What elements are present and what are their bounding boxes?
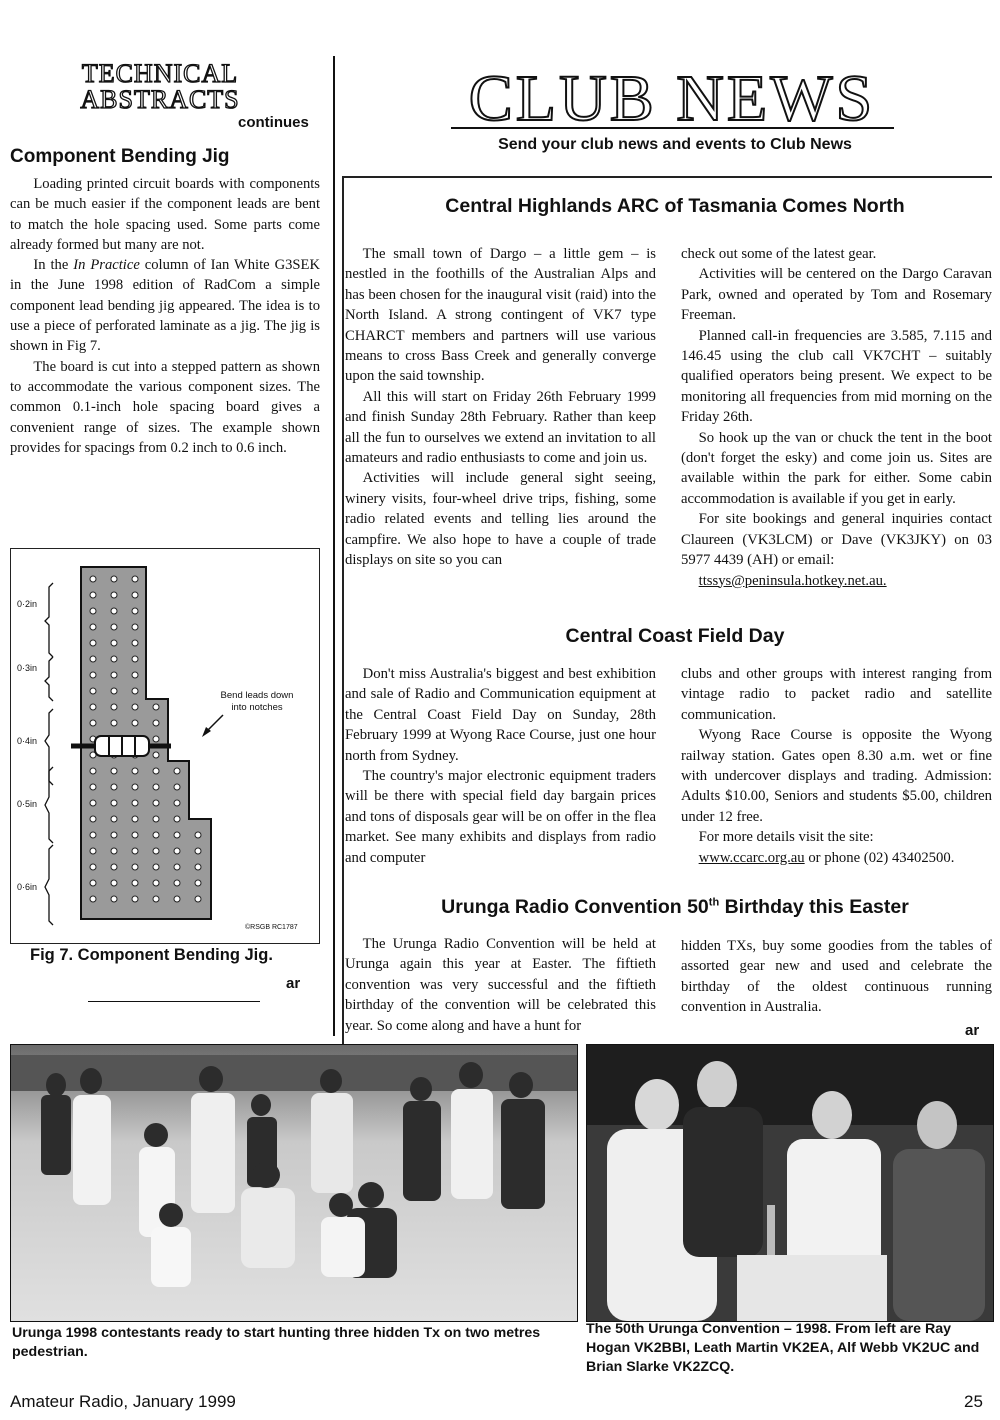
paragraph: In the In Practice column of Ian White G3SEK in the June 1998 edition of RadCom a simple component lead bending jig appeared. The idea is to use a piece of perforated laminate as a jig. The jig is shown in Fig 7. [10,257,320,355]
jig-hole [174,800,180,806]
jig-hole [132,704,138,710]
jig-hole [174,816,180,822]
jig-hole [174,832,180,838]
paragraph: Wyong Race Course is opposite the Wyong railway station. Gates open 8.30 a.m. wet or fine with undercover displays and trading. Admission: Adults $10.00, Seniors and students $5.00, children under 12 free. [681,727,992,825]
paragraph: clubs and other groups with interest ranging from vintage radio to packet radio and satellite communication. [681,666,992,723]
jig-hole [153,768,159,774]
club-news-logo [445,60,900,136]
jig-hole [174,896,180,902]
jig-hole [153,752,159,758]
jig-hole [90,608,96,614]
paragraph: Planned call-in frequencies are 3.585, 7.115 and 146.45 using the club call VK7CHT – suitably qualified operators being present. We expect to be monitoring all frequencies from mid morning on the Friday 26th. [681,327,992,426]
paragraph: The country's major electronic equipment traders will be there with special field day bargain prices and tons of disposals gear will be on offer in the flea market. See many exhibits and displays from radio and computer [345,768,656,866]
jig-hole [111,720,117,726]
jig-hole [111,608,117,614]
jig-hole [111,832,117,838]
jig-hole [90,848,96,854]
club-news-logo-text: CLUB NEWS [468,62,876,135]
jig-hole [90,592,96,598]
jig-hole [90,720,96,726]
jig-hole [111,672,117,678]
paragraph: www.ccarc.org.au or phone (02) 43402500. [698,849,955,866]
article-body [10,174,320,458]
jig-hole [132,768,138,774]
jig-hole [132,720,138,726]
jig-hole [153,720,159,726]
jig-hole [90,672,96,678]
paragraph: Activities will be centered on the Dargo Caravan Park, owned and operated by Tom and Rosemary Freeman. [681,266,992,324]
jig-hole [132,880,138,886]
article-column [345,244,656,571]
jig-hole [111,704,117,710]
continues-label: continues [238,114,309,131]
jig-hole [90,656,96,662]
spacing-label: 0·3in [17,663,38,673]
jig-hole [90,768,96,774]
jig-hole [90,800,96,806]
paragraph: For site bookings and general inquiries contact Claureen (VK3LCM) or Dave (VK3JKY) on 03 5977 4439 (AH) or email: [681,511,992,569]
jig-hole [111,576,117,582]
jig-hole [153,800,159,806]
column-title: In Practice [73,257,140,274]
figure-copyright: ©RSGB RC1787 [245,924,298,931]
jig-hole [111,848,117,854]
jig-hole [195,896,201,902]
jig-hole [111,880,117,886]
jig-hole [111,800,117,806]
photo-contestants [10,1044,578,1322]
article-heading: Urunga Radio Convention 50th Birthday this Easter [441,896,909,918]
jig-hole [153,880,159,886]
jig-hole [111,592,117,598]
jig-hole [174,848,180,854]
callout-text: Bend leads down [220,690,294,701]
article-heading: Component Bending Jig [10,146,230,167]
section-rule [88,1001,260,1002]
jig-hole [90,816,96,822]
jig-hole [132,576,138,582]
paragraph [681,571,992,591]
end-mark: ar [286,975,301,992]
paragraph: hidden TXs, buy some goodies from the tables of assorted gear new and used and celebrate the birthday of the oldest continuous running convention in Australia. [681,938,992,1016]
jig-hole [174,880,180,886]
club-news-subtitle: Send your club news and events to Club News [498,136,852,153]
column-divider [333,56,335,1036]
article-heading: Central Coast Field Day [565,625,785,647]
jig-hole [132,688,138,694]
article-column [681,936,992,1018]
bending-jig-diagram [11,549,319,943]
jig-hole [132,624,138,630]
article-column [345,934,656,1036]
spacing-label: 0·2in [17,599,38,609]
jig-hole [132,816,138,822]
jig-hole [132,640,138,646]
jig-hole [111,784,117,790]
jig-hole [153,848,159,854]
jig-hole [174,768,180,774]
paragraph: Loading printed circuit boards with components can be much easier if the component leads are bent to match the hole spacing used. Some parts come already formed but many are not. [10,176,320,253]
jig-hole [132,784,138,790]
figure-box [10,548,320,944]
jig-hole [90,640,96,646]
spacing-label: 0·4in [17,736,38,746]
paragraph: So hook up the van or chuck the tent in the boot (don't forget the esky) and come join us. Sites are available within the park for either. Some cabin accommodation is available if you get in early. [681,429,992,507]
photo-caption: The 50th Urunga Convention – 1998. From left are Ray Hogan VK2BBI, Leath Martin VK2EA, Alf Webb VK2UC and Brian Slarke VK2ZCQ. [586,1321,980,1375]
article-column [681,664,992,868]
paragraph: Activities will include general sight seeing, winery visits, four-wheel drive trips, fishing, some radio related events and telling lies around the campfire. We also hope to have a couple of trade displays on site so you can [345,470,656,569]
jig-hole [153,704,159,710]
jig-hole [132,896,138,902]
jig-hole [174,864,180,870]
jig-hole [90,688,96,694]
jig-hole [90,784,96,790]
website-link[interactable]: www.ccarc.org.au [698,849,805,866]
technical-abstracts-logo [60,58,260,114]
paragraph: Don't miss Australia's biggest and best exhibition and sale of Radio and Communication equipment at the Central Coast Field Day on Sunday, 28th February 1999 at Wyong Race Course, just one hour north from Sydney. [345,666,656,764]
jig-hole [132,864,138,870]
jig-hole [90,880,96,886]
jig-hole [111,896,117,902]
jig-hole [90,896,96,902]
jig-hole [132,656,138,662]
jig-hole [195,832,201,838]
jig-hole [132,848,138,854]
jig-hole [195,864,201,870]
footer-publication: Amateur Radio, January 1999 [10,1392,236,1411]
jig-hole [111,640,117,646]
paragraph: The small town of Dargo – a little gem – is nestled in the foothills of the Australian Alps and has been chosen for the inaugural visit (raid) into the North Island. A strong contingent of VK7 type CHARCT members and partners will use various means to cross Bass Creek and generally converge upon the said township. [345,246,656,385]
paragraph: The board is cut into a stepped pattern as shown to accommodate the various component sizes. The common 0.1-inch hole spacing board gives a convenient range of sizes. The example shown provides for spacings from 0.2 inch to 0.6 inch. [10,358,320,456]
jig-hole [90,864,96,870]
jig-hole [90,576,96,582]
photo-caption: Urunga 1998 contestants ready to start hunting three hidden Tx on two metres pedestrian. [12,1325,541,1360]
jig-hole [132,832,138,838]
jig-hole [153,832,159,838]
callout-text: into notches [231,702,283,713]
jig-hole [111,816,117,822]
article-column [345,664,656,868]
jig-hole [90,624,96,630]
jig-hole [132,672,138,678]
logo-line-2: ABSTRACTS [80,85,240,114]
jig-hole [111,688,117,694]
jig-hole [174,784,180,790]
jig-hole [153,864,159,870]
end-mark: ar [965,1022,980,1039]
jig-hole [111,656,117,662]
page-number: 25 [964,1392,983,1411]
spacing-label: 0·5in [17,799,38,809]
jig-hole [132,608,138,614]
jig-hole [195,848,201,854]
jig-hole [132,800,138,806]
jig-hole [153,896,159,902]
jig-hole [153,784,159,790]
callout-arrow [207,715,223,731]
paragraph: The Urunga Radio Convention will be held at Urunga again this year at Easter. The fiftieth convention was very successful and the fiftieth birthday of the convention will be celebrated this year. So come along and have a hunt for [345,936,656,1034]
paragraph: check out some of the latest gear. [681,246,877,262]
jig-hole [90,704,96,710]
article-column [681,244,992,591]
jig-hole [153,816,159,822]
photo-convention-cake [586,1044,994,1322]
jig-hole [132,592,138,598]
email-link[interactable]: ttssys@peninsula.hotkey.net.au. [698,572,887,589]
paragraph: All this will start on Friday 26th February 1999 and finish Sunday 28th February. Rather than keep all the fun to ourselves we extend an invitation to all amateurs and radio enthusiasts to come and join us. [345,388,656,467]
article-heading: Central Highlands ARC of Tasmania Comes North [445,195,905,217]
figure-caption: Fig 7. Component Bending Jig. [30,946,273,964]
jig-hole [111,624,117,630]
jig-hole [153,736,159,742]
jig-hole [111,864,117,870]
jig-hole [90,832,96,838]
logo-line-1: TECHNICAL [81,59,239,88]
jig-hole [111,768,117,774]
paragraph: For more details visit the site: [698,829,874,846]
spacing-brackets [45,583,53,925]
jig-hole [195,880,201,886]
spacing-label: 0·6in [17,882,38,892]
